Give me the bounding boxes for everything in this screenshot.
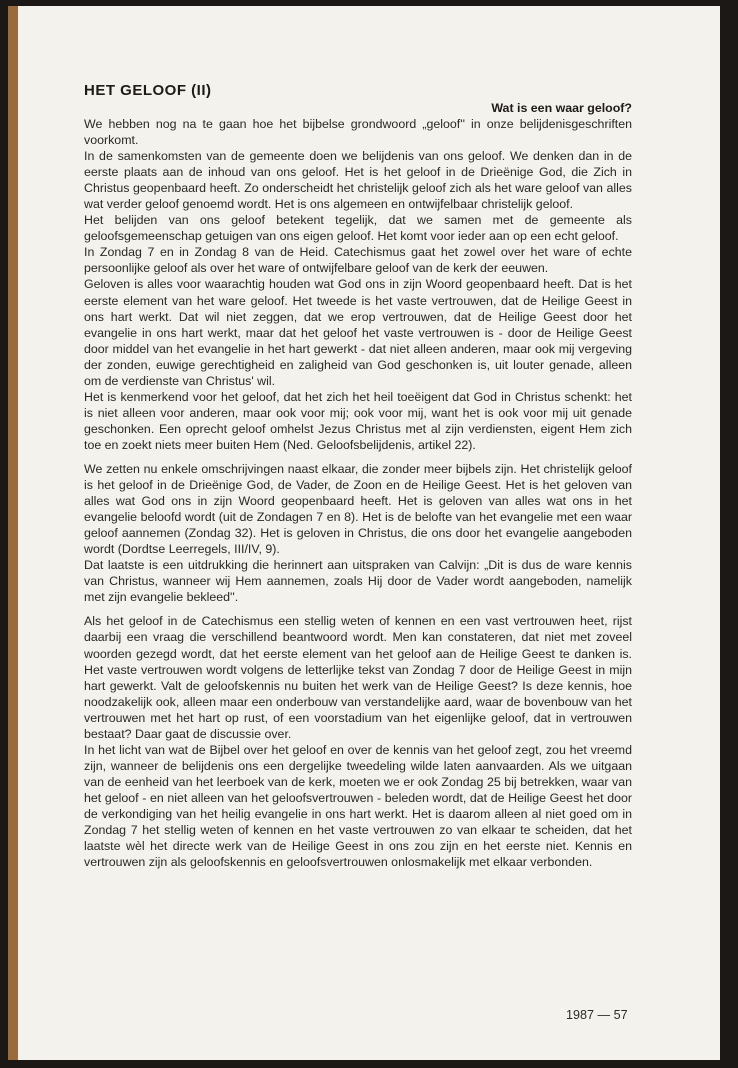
paragraph: Als het geloof in de Catechismus een stellig weten of kennen en een vast vertrouwen heet, rijst daarbij een vraag die verschillend beantwoord wordt. Men kan constateren, dat niet met zoveel woorden gezegd wordt, dat het eerste element van het geloof aan de Heilige Geest te danken is. Het vaste vertrouwen wordt volgens de letterlijke tekst van Zondag 7 door de Heilige Geest in mijn hart gewerkt. Valt de geloofskennis nu buiten het werk van de Heilige Geest? Is deze kennis, hoe noodzakelijk ook, alleen maar een onderbouw van verstandelijke aard, waar de bovenbouw van het vertrouwen met het hart op rust, of een voorstadium van het eigenlijke geloof, dat in vertrouwen bestaat? Daar gaat de discussie over. [84,614,632,741]
paragraph: We hebben nog na te gaan hoe het bijbelse grondwoord „geloof'' in onze belijdenisgeschriften voorkomt. [84,117,632,148]
page-folio: 1987 — 57 [566,1008,628,1022]
paragraph: We zetten nu enkele omschrijvingen naast elkaar, die zonder meer bijbels zijn. Het christelijk geloof is het geloof in de Drieënige God, de Vader, de Zoon en de Heilige Geest. Het is het geloven van alles wat God ons in zijn Woord geopenbaard heeft. Het is geloven van alles wat ons in het evangelie beloofd wordt (uit de Zondagen 7 en 8). Het is de belofte van het evangelie met een waar geloof aannemen (Zondag 32). Het is geloven in Christus, die ons door het evangelie aangeboden wordt (Dordtse Leerregels, III/IV, 9). [84,461,632,557]
paragraph: Het belijden van ons geloof betekent tegelijk, dat we samen met de gemeente als geloofsgemeenschap getuigen van ons eigen geloof. Het komt voor ieder aan op een echt geloof. [84,213,632,244]
paragraph: In Zondag 7 en in Zondag 8 van de Heid. Catechismus gaat het zowel over het ware of echte persoonlijke geloof als over het ware of ontwijfelbare geloof van de kerk der eeuwen. [84,245,632,276]
paragraph: Geloven is alles voor waarachtig houden wat God ons in zijn Woord geopenbaard heeft. Dat is het eerste element van het ware geloof. Het tweede is het vaste vertrouwen, dat de Heilige Geest in ons hart werkt. Dat wil niet zeggen, dat we erop vertrouwen, dat de Heilige Geest door het evangelie in ons hart werkt, maar dat het geloof het vaste vertrouwen is - door de Heilige Geest door middel van het evangelie in het hart gewerkt - dat niet alleen anderen, maar ook mij vergeving der zonden, euwige gerechtigheid en zaligheid van God geschonken is, uit louter genade, alleen om de verdienste van Christus' wil. [84,277,632,388]
article [84,82,632,870]
paragraph: Dat laatste is een uitdrukking die herinnert aan uitspraken van Calvijn: „Dit is dus de ware kennis van Christus, wanneer wij Hem aannemen, zoals Hij door de Vader wordt aangeboden, namelijk met zijn evangelie bekleed''. [84,558,632,605]
paragraph: In de samenkomsten van de gemeente doen we belijdenis van ons geloof. We denken dan in de eerste plaats aan de inhoud van ons geloof. Het is het geloof in de Drieënige God, die Zich in Christus geopenbaard heeft. Zo onderscheidt het christelijk geloof zich als het ware geloof van alles wat verder geloof genoemd wordt. Het is ons algemeen en ontwijfelbaar christelijk geloof. [84,149,632,212]
article-title: HET GELOOF (II) [84,82,212,99]
paragraph: Het is kenmerkend voor het geloof, dat het zich het heil toeëigent dat God in Christus schenkt: het is niet alleen voor anderen, maar ook voor mij; ook voor mij, want het is ook voor mij uit genade geschonken. Een oprecht geloof omhelst Jezus Christus met al zijn verdiensten, eigent Hem zich toe en zoekt niets meer buiten Hem (Ned. Geloofsbelijdenis, artikel 22). [84,389,632,452]
paragraph: In het licht van wat de Bijbel over het geloof en over de kennis van het geloof zegt, zou het vreemd zijn, wanneer de belijdenis ons een dergelijke tweedeling wilde laten aanvaarden. Als we uitgaan van de eenheid van het leerboek van de kerk, moeten we er ook Zondag 25 bij betrekken, waar van het geloof - en niet alleen van het geloofsvertrouwen - beleden wordt, dat de Heilige Geest het door de verkondiging van het heilig evangelie in ons hart werkt. Het is daarom alleen al niet goed om in Zondag 7 het stellig weten of kennen en het vaste vertrouwen zo van elkaar te scheiden, dat het laatste wèl het directe werk van de Heilige Geest in ons zou zijn en het eerste niet. Kennis en vertrouwen zijn als geloofskennis en geloofsvertrouwen onlosmakelijk met elkaar verbonden. [84,742,632,870]
article-subtitle: Wat is een waar geloof? [491,101,632,115]
